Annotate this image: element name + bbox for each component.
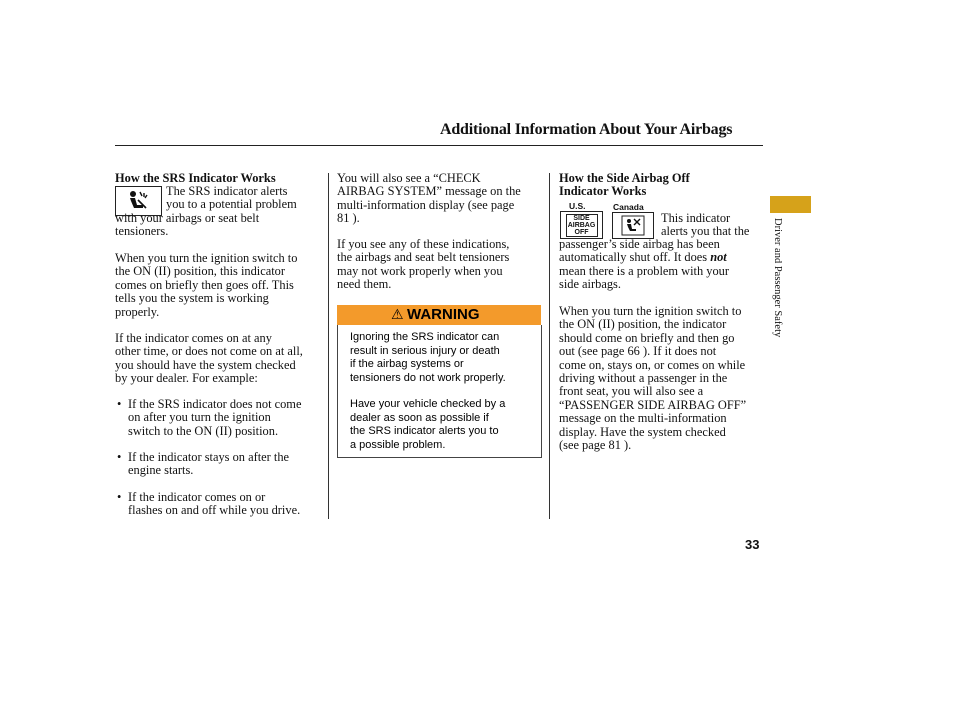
warning-label: WARNING xyxy=(407,306,480,323)
warning-box xyxy=(337,325,542,458)
bullet-dot-1: • xyxy=(117,397,122,411)
bullet-item-1: If the SRS indicator does not come on after you turn the ignition switch to the ON (II) position. xyxy=(128,397,302,438)
emphasis-not: not xyxy=(710,250,727,265)
header-rule xyxy=(115,145,763,146)
bullet-dot-2: • xyxy=(117,450,122,464)
column-divider-1 xyxy=(328,173,329,519)
bullet-item-3: If the indicator comes on or flashes on and off while you drive. xyxy=(128,490,301,518)
column-divider-2 xyxy=(549,173,550,519)
side-airbag-paragraph-2: When you turn the ignition switch to the ON (II) position, the indicator should come on briefly and then go out (see page 66 ). If it does not come on, stays on, or comes on while driving without a passenger in the front seat, you will also see a “PASSENGER SIDE AIRBAG OFF” message on the multi-information display. Have the system checked (see page 81 ). xyxy=(559,304,747,453)
canada-side-airbag-off-icon xyxy=(612,212,654,239)
srs-heading: How the SRS Indicator Works xyxy=(115,171,276,185)
srs-intro-lines: The SRS indicator alerts you to a potential problem xyxy=(166,184,297,212)
bullet-item-2: If the indicator stays on after the engine starts. xyxy=(128,450,290,478)
srs-paragraph-3: If the indicator comes on at any other time, or does not come on at all, you should have the system checked by your dealer. For example: xyxy=(115,331,303,386)
warning-paragraph-1: Ignoring the SRS indicator can result in serious injury or death if the airbag systems or tensioners do not work properly. xyxy=(350,331,506,384)
bullet-dot-3: • xyxy=(117,490,122,504)
side-airbag-intro-tail: passenger’s side airbag has been automatically shut off. It does not mean there is a problem with your side airbags. xyxy=(559,237,729,292)
srs-intro-tail: with your airbags or seat belt tensioners. xyxy=(115,211,260,239)
warning-triangle-icon: ⚠ xyxy=(391,306,404,322)
side-airbag-intro-lines: This indicator alerts you that the xyxy=(661,211,750,239)
side-airbag-heading: How the Side Airbag Off Indicator Works xyxy=(559,171,690,199)
page-number: 33 xyxy=(745,537,760,552)
us-label: U.S. xyxy=(569,201,586,211)
check-airbag-paragraph: You will also see a “CHECK AIRBAG SYSTEM” message on the multi-information display (see page 81 ). xyxy=(337,171,521,226)
warning-paragraph-2: Have your vehicle checked by a dealer as soon as possible if the SRS indicator alerts you to a possible problem. xyxy=(350,398,506,451)
passenger-airbag-off-icon xyxy=(613,213,653,238)
us-side-airbag-off-icon xyxy=(560,211,603,239)
canada-label: Canada xyxy=(613,202,644,212)
us-icon-text: SIDE AIRBAG OFF xyxy=(567,215,596,236)
srs-paragraph-2: When you turn the ignition switch to the ON (II) position, this indicator comes on briefly then goes off. This tells you the system is working properly. xyxy=(115,251,298,319)
warning-header xyxy=(337,305,541,325)
section-side-label: Driver and Passenger Safety xyxy=(772,218,783,338)
page-title: Additional Information About Your Airbags xyxy=(440,121,733,138)
section-tab xyxy=(770,196,811,213)
indications-paragraph: If you see any of these indications, the airbags and seat belt tensioners may not work properly when you need them. xyxy=(337,237,510,292)
